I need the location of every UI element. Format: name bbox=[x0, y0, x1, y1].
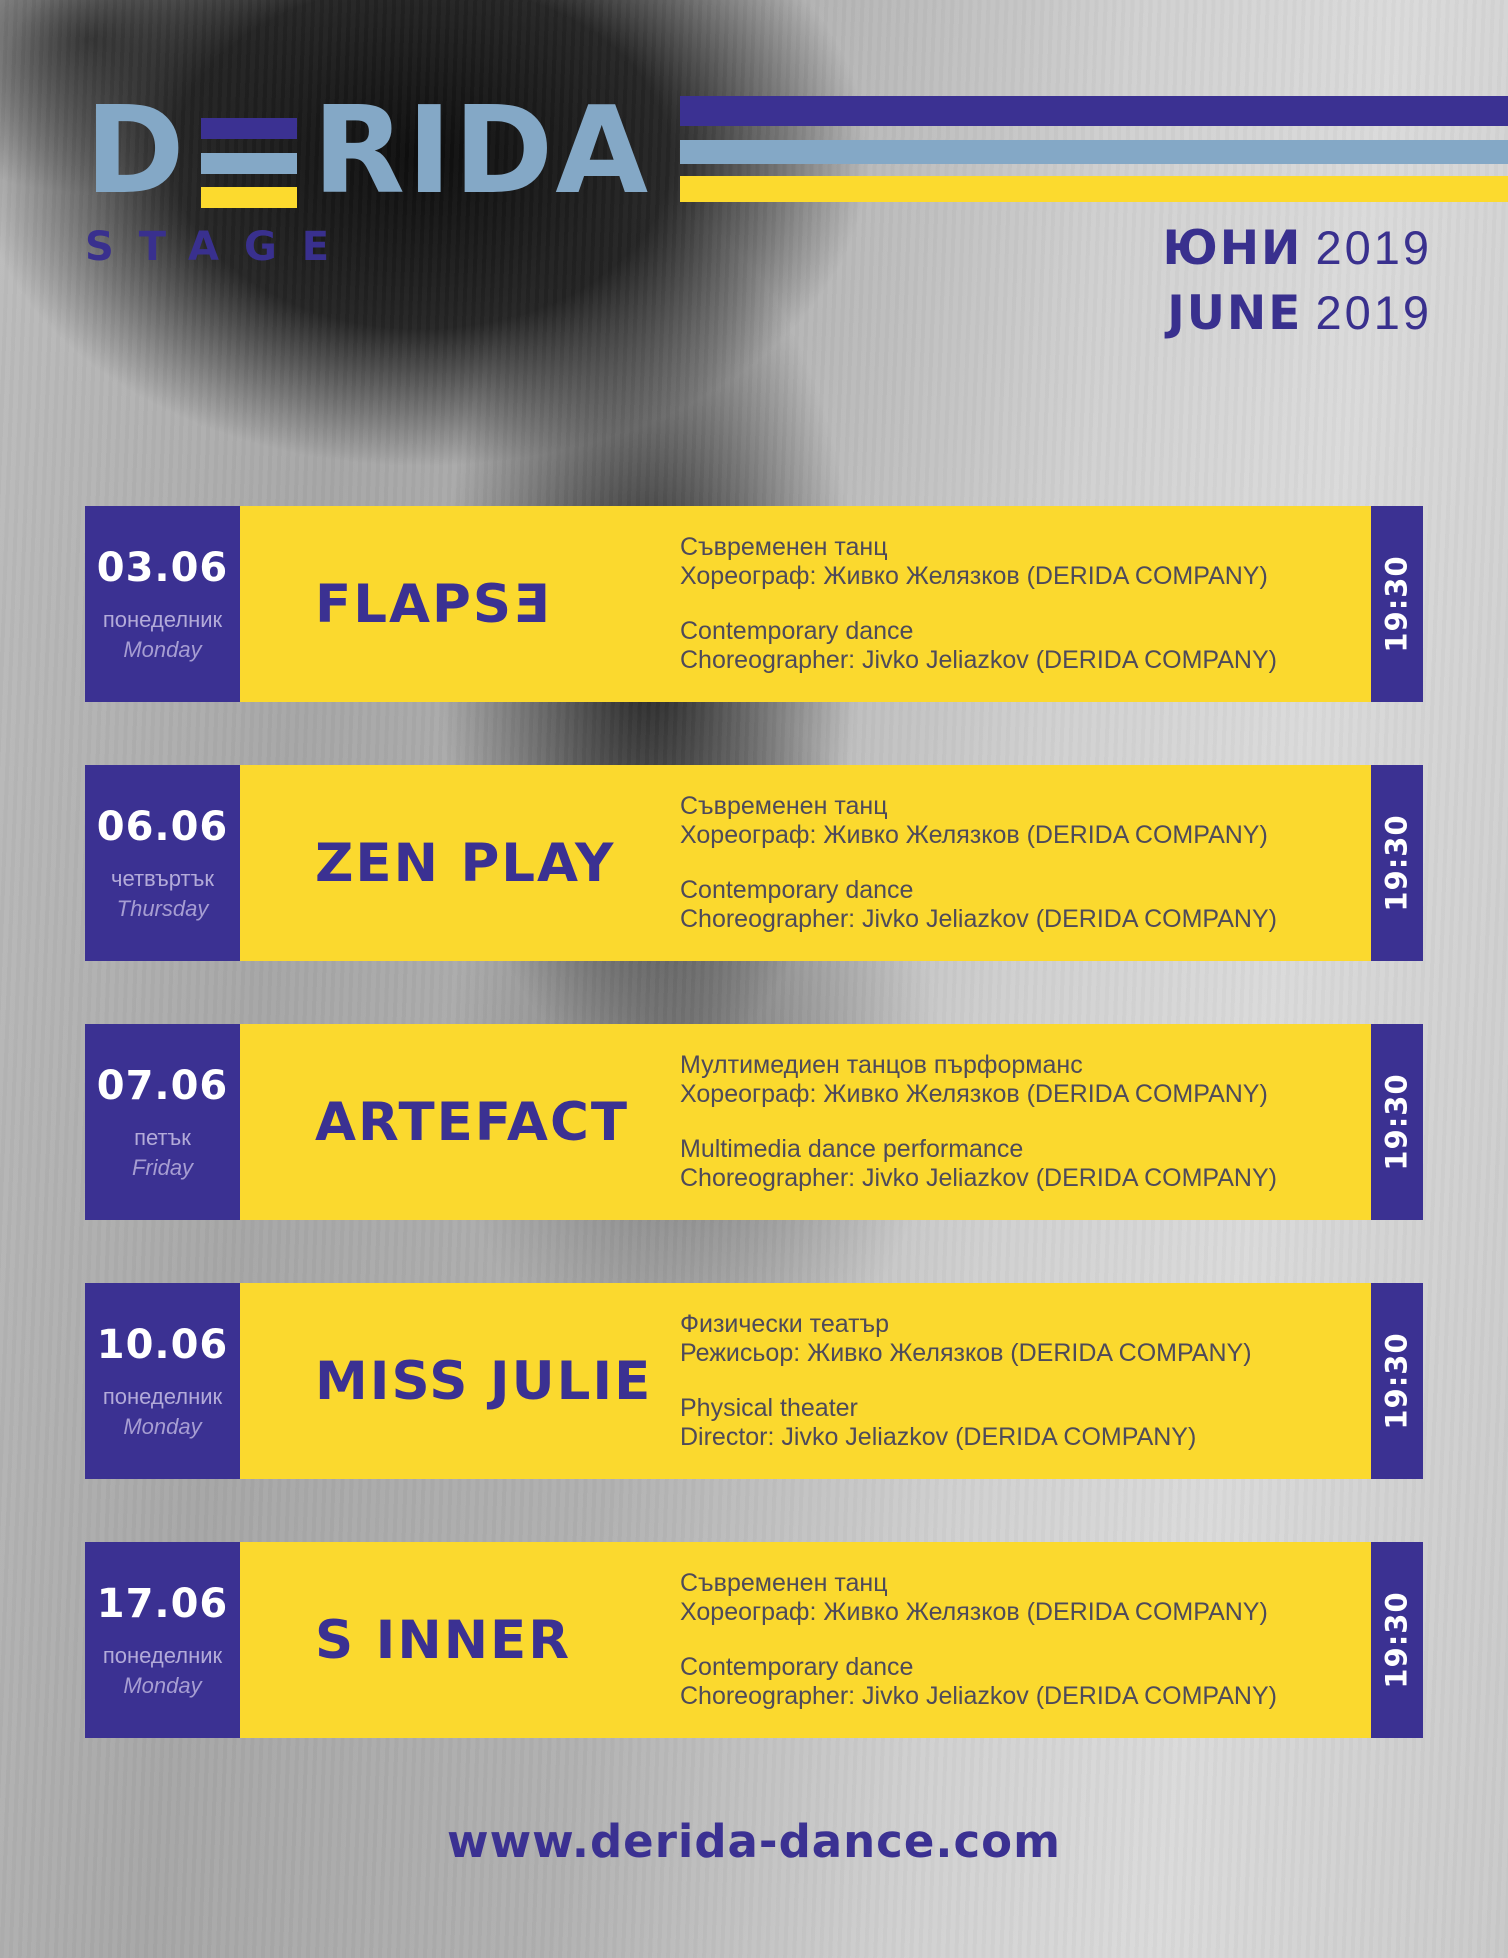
description-bg-line-1: Съвременен танц bbox=[680, 533, 888, 561]
event-time: 19:30 bbox=[1380, 1591, 1414, 1689]
event-description bbox=[680, 533, 1277, 675]
description-en-line-2: Choreographer: Jivko Jeliazkov (DERIDA COMPANY) bbox=[680, 646, 1277, 674]
time-block bbox=[1371, 506, 1423, 702]
time-block bbox=[1371, 1542, 1423, 1738]
date-block bbox=[85, 1542, 240, 1738]
event-row bbox=[85, 1542, 1423, 1738]
date-block bbox=[85, 1024, 240, 1220]
event-title: ARTEFACT bbox=[315, 1091, 629, 1153]
stripe-dark-blue bbox=[680, 96, 1508, 126]
month-block bbox=[1163, 216, 1432, 346]
description-bg-line-2: Хореограф: Живко Желязков (DERIDA COMPANY) bbox=[680, 1080, 1268, 1108]
date-block bbox=[85, 1283, 240, 1479]
event-date: 07.06 bbox=[96, 1063, 229, 1109]
date-block bbox=[85, 506, 240, 702]
description-bg-line-2: Хореограф: Живко Желязков (DERIDA COMPANY) bbox=[680, 562, 1268, 590]
event-time: 19:30 bbox=[1380, 555, 1414, 653]
month-line-bulgarian bbox=[1163, 216, 1432, 281]
logo-e-bar-bottom bbox=[201, 187, 297, 208]
event-date: 17.06 bbox=[96, 1581, 229, 1627]
description-en-line-2: Choreographer: Jivko Jeliazkov (DERIDA COMPANY) bbox=[680, 1682, 1277, 1710]
description-bg-line-2: Хореограф: Живко Желязков (DERIDA COMPANY) bbox=[680, 821, 1268, 849]
event-time: 19:30 bbox=[1380, 1332, 1414, 1430]
time-block bbox=[1371, 1024, 1423, 1220]
description-bg-line-1: Мултимедиен танцов пърформанс bbox=[680, 1051, 1083, 1079]
event-description bbox=[680, 1569, 1277, 1711]
logo-letters-rida: RIDA bbox=[312, 82, 651, 221]
event-date: 10.06 bbox=[96, 1322, 229, 1368]
month-name-bulgarian: ЮНИ bbox=[1162, 221, 1303, 276]
time-block bbox=[1371, 765, 1423, 961]
description-en-line-2: Choreographer: Jivko Jeliazkov (DERIDA COMPANY) bbox=[680, 905, 1277, 933]
description-bulgarian bbox=[680, 1310, 1252, 1368]
event-day-bulgarian: понеделник bbox=[102, 607, 223, 632]
description-bg-line-1: Физически театър bbox=[680, 1310, 890, 1338]
event-row bbox=[85, 1283, 1423, 1479]
event-panel bbox=[240, 1024, 1371, 1220]
description-en-line-1: Contemporary dance bbox=[680, 1653, 914, 1681]
description-bg-line-2: Хореограф: Живко Желязков (DERIDA COMPANY) bbox=[680, 1598, 1268, 1626]
event-title: ZEN PLAY bbox=[315, 832, 616, 894]
date-block bbox=[85, 765, 240, 961]
description-english bbox=[680, 876, 1277, 934]
description-english bbox=[680, 617, 1277, 675]
event-day-bulgarian: четвъртък bbox=[111, 866, 214, 891]
description-en-line-2: Director: Jivko Jeliazkov (DERIDA COMPANY) bbox=[680, 1423, 1197, 1451]
event-row bbox=[85, 506, 1423, 702]
logo-e-bar-middle bbox=[201, 153, 297, 174]
event-row bbox=[85, 765, 1423, 961]
event-day-english: Thursday bbox=[116, 896, 209, 921]
event-title: FLAPSƎ bbox=[315, 573, 552, 635]
event-description bbox=[680, 1310, 1252, 1452]
header-stripes bbox=[680, 0, 1508, 220]
event-day-bulgarian: понеделник bbox=[102, 1384, 223, 1409]
logo-stage-label: STAGE bbox=[85, 224, 355, 270]
event-day-bulgarian: понеделник bbox=[102, 1643, 223, 1668]
description-en-line-1: Multimedia dance performance bbox=[680, 1135, 1024, 1163]
description-en-line-1: Contemporary dance bbox=[680, 617, 914, 645]
event-day-english: Monday bbox=[123, 637, 202, 662]
event-panel bbox=[240, 1283, 1371, 1479]
month-line-english bbox=[1163, 281, 1432, 346]
month-year-bulgarian: 2019 bbox=[1315, 221, 1432, 274]
event-date: 06.06 bbox=[96, 804, 229, 850]
month-name-english: JUNE bbox=[1167, 286, 1303, 341]
description-bulgarian bbox=[680, 533, 1277, 591]
stripe-yellow bbox=[680, 176, 1508, 202]
stripe-light-blue bbox=[680, 140, 1508, 164]
event-panel bbox=[240, 1542, 1371, 1738]
description-english bbox=[680, 1135, 1277, 1193]
event-panel bbox=[240, 506, 1371, 702]
description-bulgarian bbox=[680, 1569, 1277, 1627]
description-bulgarian bbox=[680, 792, 1277, 850]
event-time: 19:30 bbox=[1380, 1073, 1414, 1171]
event-title: MISS JULIE bbox=[315, 1350, 653, 1412]
description-bg-line-2: Режисьор: Живко Желязков (DERIDA COMPANY) bbox=[680, 1339, 1252, 1367]
event-day-bulgarian: петък bbox=[134, 1125, 191, 1150]
description-en-line-1: Contemporary dance bbox=[680, 876, 914, 904]
time-block bbox=[1371, 1283, 1423, 1479]
event-day-english: Friday bbox=[131, 1155, 194, 1180]
logo-e-bar-top bbox=[201, 118, 297, 139]
event-panel bbox=[240, 765, 1371, 961]
event-description bbox=[680, 1051, 1277, 1193]
description-english bbox=[680, 1653, 1277, 1711]
month-year-english: 2019 bbox=[1315, 286, 1432, 339]
event-row bbox=[85, 1024, 1423, 1220]
event-time: 19:30 bbox=[1380, 814, 1414, 912]
description-en-line-2: Choreographer: Jivko Jeliazkov (DERIDA COMPANY) bbox=[680, 1164, 1277, 1192]
logo-e-bars bbox=[201, 118, 297, 208]
event-description bbox=[680, 792, 1277, 934]
event-date: 03.06 bbox=[96, 545, 229, 591]
footer-url: www.derida-dance.com bbox=[447, 1815, 1061, 1868]
description-en-line-1: Physical theater bbox=[680, 1394, 858, 1422]
description-bg-line-1: Съвременен танц bbox=[680, 1569, 888, 1597]
event-title: S INNER bbox=[315, 1609, 572, 1671]
description-bulgarian bbox=[680, 1051, 1277, 1109]
event-day-english: Monday bbox=[123, 1414, 202, 1439]
logo-letter-d: D bbox=[85, 82, 187, 221]
description-bg-line-1: Съвременен танц bbox=[680, 792, 888, 820]
description-english bbox=[680, 1394, 1252, 1452]
event-day-english: Monday bbox=[123, 1673, 202, 1698]
derida-logo bbox=[85, 82, 651, 221]
